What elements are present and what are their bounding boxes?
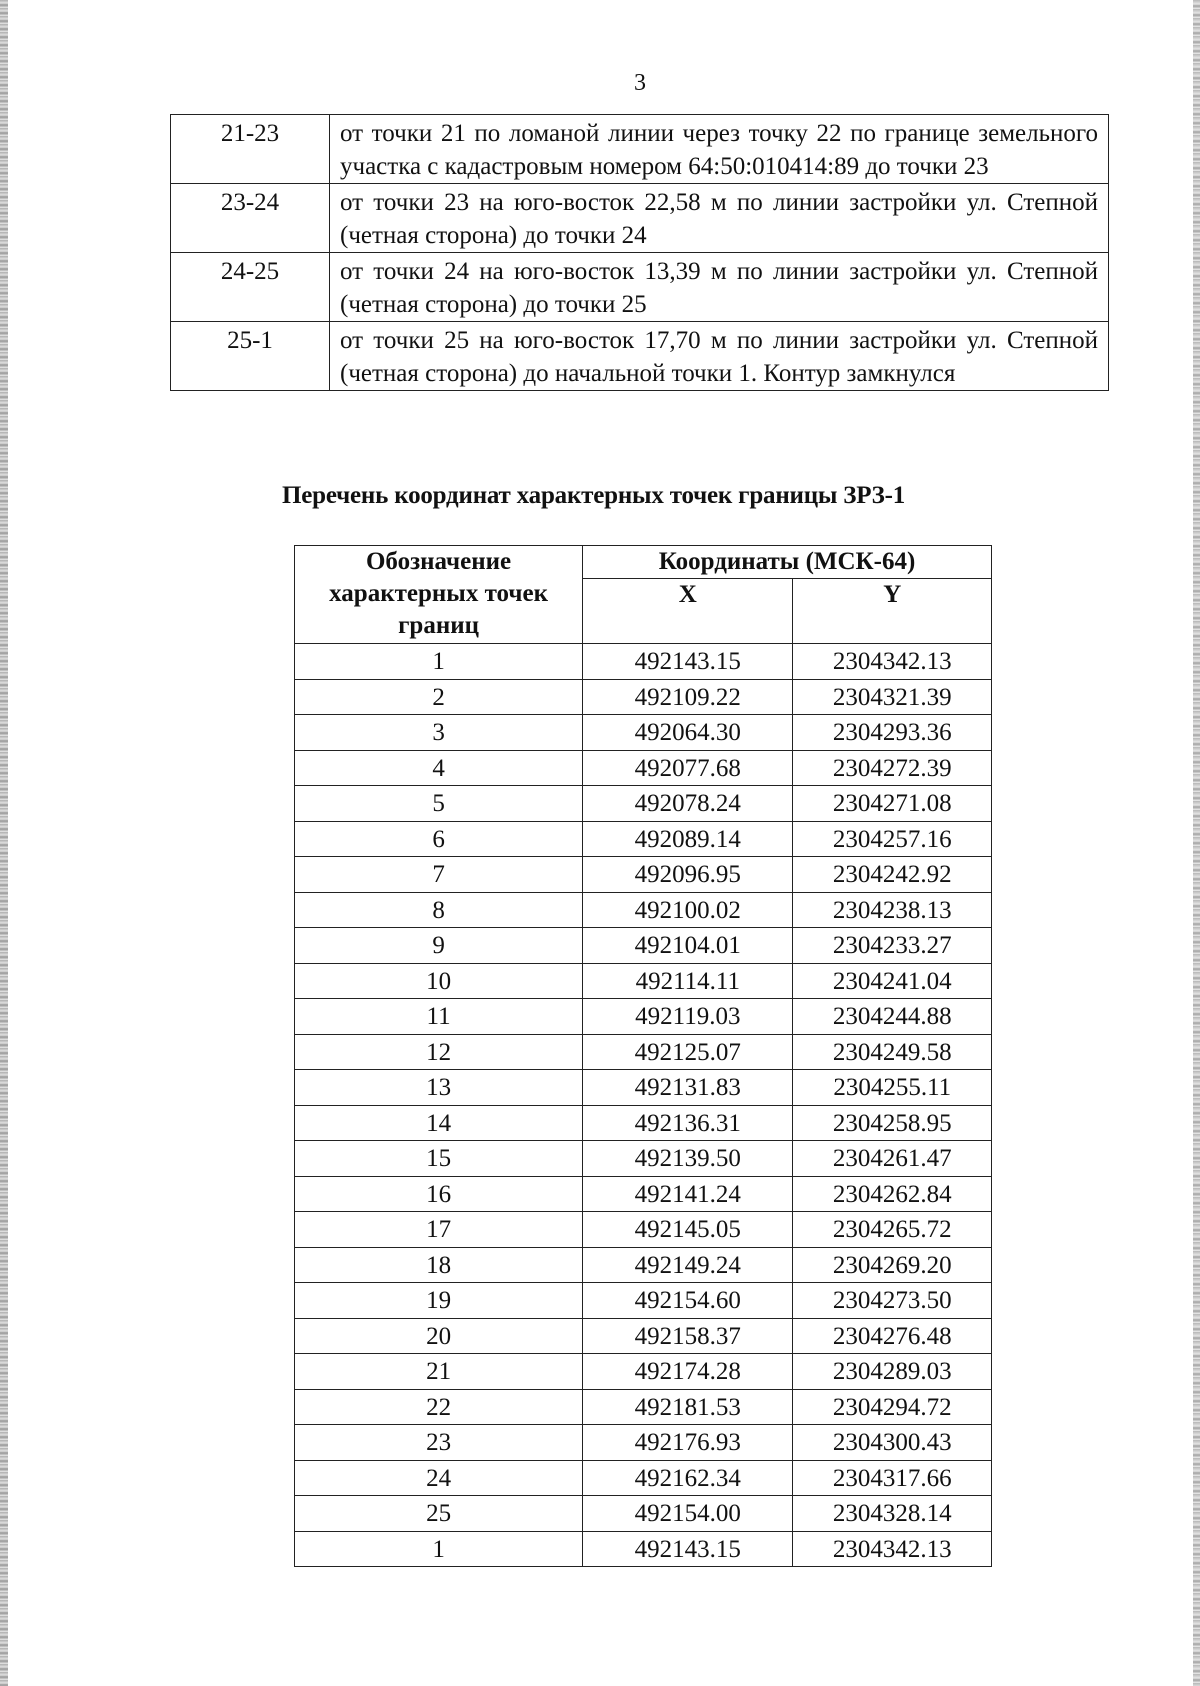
segment-row	[171, 253, 1109, 322]
coordinate-row	[295, 1105, 992, 1141]
header-x: X	[583, 579, 793, 644]
coordinate-row	[295, 1141, 992, 1177]
coordinate-x: 492143.15	[583, 1531, 793, 1567]
point-id: 10	[295, 963, 583, 999]
coordinate-y: 2304242.92	[793, 857, 992, 893]
coordinate-row	[295, 644, 992, 680]
point-id: 14	[295, 1105, 583, 1141]
coordinate-row	[295, 1460, 992, 1496]
coordinate-row	[295, 892, 992, 928]
coordinate-y: 2304342.13	[793, 644, 992, 680]
point-id: 20	[295, 1318, 583, 1354]
coordinate-y: 2304258.95	[793, 1105, 992, 1141]
coordinate-row	[295, 857, 992, 893]
point-id: 1	[295, 1531, 583, 1567]
point-id: 1	[295, 644, 583, 680]
coordinate-row	[295, 715, 992, 751]
coordinate-x: 492145.05	[583, 1212, 793, 1248]
scan-edge-left	[0, 0, 8, 1686]
coordinate-x: 492154.00	[583, 1496, 793, 1532]
coordinate-row	[295, 1531, 992, 1567]
segment-description: от точки 25 на юго-восток 17,70 м по линии застройки ул. Степной (четная сторона) до начальной точки 1. Контур замкнулся	[330, 322, 1109, 391]
coordinate-y: 2304249.58	[793, 1034, 992, 1070]
coordinate-x: 492109.22	[583, 679, 793, 715]
coordinate-row	[295, 1070, 992, 1106]
header-coordinates-group: Координаты (МСК-64)	[583, 546, 992, 579]
point-id: 12	[295, 1034, 583, 1070]
coordinate-x: 492158.37	[583, 1318, 793, 1354]
coordinate-x: 492149.24	[583, 1247, 793, 1283]
coordinate-row	[295, 786, 992, 822]
coordinate-x: 492064.30	[583, 715, 793, 751]
coordinate-x: 492131.83	[583, 1070, 793, 1106]
segment-id: 25-1	[171, 322, 330, 391]
coordinate-y: 2304342.13	[793, 1531, 992, 1567]
point-id: 5	[295, 786, 583, 822]
coordinates-title: Перечень координат характерных точек границы ЗРЗ-1	[282, 482, 906, 509]
coordinate-y: 2304294.72	[793, 1389, 992, 1425]
coordinate-y: 2304241.04	[793, 963, 992, 999]
boundary-segments-table	[170, 114, 1109, 391]
coordinate-y: 2304255.11	[793, 1070, 992, 1106]
coordinate-y: 2304269.20	[793, 1247, 992, 1283]
coordinate-y: 2304244.88	[793, 999, 992, 1035]
coordinate-x: 492104.01	[583, 928, 793, 964]
segment-id: 21-23	[171, 115, 330, 184]
segment-row	[171, 115, 1109, 184]
coordinate-x: 492114.11	[583, 963, 793, 999]
header-point-name: Обозначение характерных точек границ	[295, 546, 583, 644]
coordinate-y: 2304276.48	[793, 1318, 992, 1354]
coordinate-y: 2304233.27	[793, 928, 992, 964]
header-y: Y	[793, 579, 992, 644]
point-id: 9	[295, 928, 583, 964]
point-id: 6	[295, 821, 583, 857]
segment-row	[171, 184, 1109, 253]
segment-description: от точки 24 на юго-восток 13,39 м по линии застройки ул. Степной (четная сторона) до точки 25	[330, 253, 1109, 322]
coordinate-row	[295, 1496, 992, 1532]
coordinate-row	[295, 1425, 992, 1461]
coordinate-y: 2304317.66	[793, 1460, 992, 1496]
coordinate-x: 492125.07	[583, 1034, 793, 1070]
coordinate-y: 2304261.47	[793, 1141, 992, 1177]
coordinate-row	[295, 821, 992, 857]
page-number: 3	[634, 70, 646, 96]
coordinate-row	[295, 999, 992, 1035]
coordinate-y: 2304262.84	[793, 1176, 992, 1212]
point-id: 24	[295, 1460, 583, 1496]
coordinate-y: 2304272.39	[793, 750, 992, 786]
coordinate-x: 492154.60	[583, 1283, 793, 1319]
coordinate-x: 492176.93	[583, 1425, 793, 1461]
segment-description: от точки 23 на юго-восток 22,58 м по линии застройки ул. Степной (четная сторона) до точки 24	[330, 184, 1109, 253]
scan-edge-right	[1193, 0, 1200, 1686]
point-id: 13	[295, 1070, 583, 1106]
coordinate-y: 2304321.39	[793, 679, 992, 715]
point-id: 23	[295, 1425, 583, 1461]
coordinate-row	[295, 1318, 992, 1354]
coordinate-x: 492139.50	[583, 1141, 793, 1177]
coordinate-row	[295, 1247, 992, 1283]
coordinate-row	[295, 963, 992, 999]
coordinates-table	[294, 545, 992, 1567]
point-id: 11	[295, 999, 583, 1035]
coordinate-row	[295, 1283, 992, 1319]
coordinate-y: 2304271.08	[793, 786, 992, 822]
coordinate-y: 2304293.36	[793, 715, 992, 751]
coordinate-row	[295, 1176, 992, 1212]
point-id: 15	[295, 1141, 583, 1177]
coordinate-x: 492100.02	[583, 892, 793, 928]
coordinate-y: 2304238.13	[793, 892, 992, 928]
point-id: 3	[295, 715, 583, 751]
point-id: 19	[295, 1283, 583, 1319]
point-id: 22	[295, 1389, 583, 1425]
point-id: 25	[295, 1496, 583, 1532]
coordinate-x: 492181.53	[583, 1389, 793, 1425]
coordinate-y: 2304273.50	[793, 1283, 992, 1319]
segment-row	[171, 322, 1109, 391]
coordinate-y: 2304265.72	[793, 1212, 992, 1248]
coordinate-y: 2304300.43	[793, 1425, 992, 1461]
point-id: 16	[295, 1176, 583, 1212]
coordinate-x: 492077.68	[583, 750, 793, 786]
coordinate-row	[295, 928, 992, 964]
segment-description: от точки 21 по ломаной линии через точку 22 по границе земельного участка с кадастровым номером 64:50:010414:89 до точки 23	[330, 115, 1109, 184]
coordinate-x: 492136.31	[583, 1105, 793, 1141]
segment-id: 24-25	[171, 253, 330, 322]
coordinate-y: 2304257.16	[793, 821, 992, 857]
coordinate-row	[295, 750, 992, 786]
coordinate-y: 2304289.03	[793, 1354, 992, 1390]
coordinate-x: 492143.15	[583, 644, 793, 680]
coordinate-x: 492089.14	[583, 821, 793, 857]
point-id: 4	[295, 750, 583, 786]
coordinate-x: 492078.24	[583, 786, 793, 822]
point-id: 2	[295, 679, 583, 715]
point-id: 8	[295, 892, 583, 928]
coordinate-row	[295, 1354, 992, 1390]
coordinate-row	[295, 1389, 992, 1425]
coordinate-x: 492119.03	[583, 999, 793, 1035]
coordinate-row	[295, 1034, 992, 1070]
point-id: 21	[295, 1354, 583, 1390]
coordinate-y: 2304328.14	[793, 1496, 992, 1532]
coordinate-x: 492096.95	[583, 857, 793, 893]
coordinate-row	[295, 679, 992, 715]
coordinate-row	[295, 1212, 992, 1248]
coordinate-x: 492141.24	[583, 1176, 793, 1212]
point-id: 18	[295, 1247, 583, 1283]
point-id: 17	[295, 1212, 583, 1248]
point-id: 7	[295, 857, 583, 893]
coordinate-x: 492174.28	[583, 1354, 793, 1390]
segment-id: 23-24	[171, 184, 330, 253]
coordinate-x: 492162.34	[583, 1460, 793, 1496]
